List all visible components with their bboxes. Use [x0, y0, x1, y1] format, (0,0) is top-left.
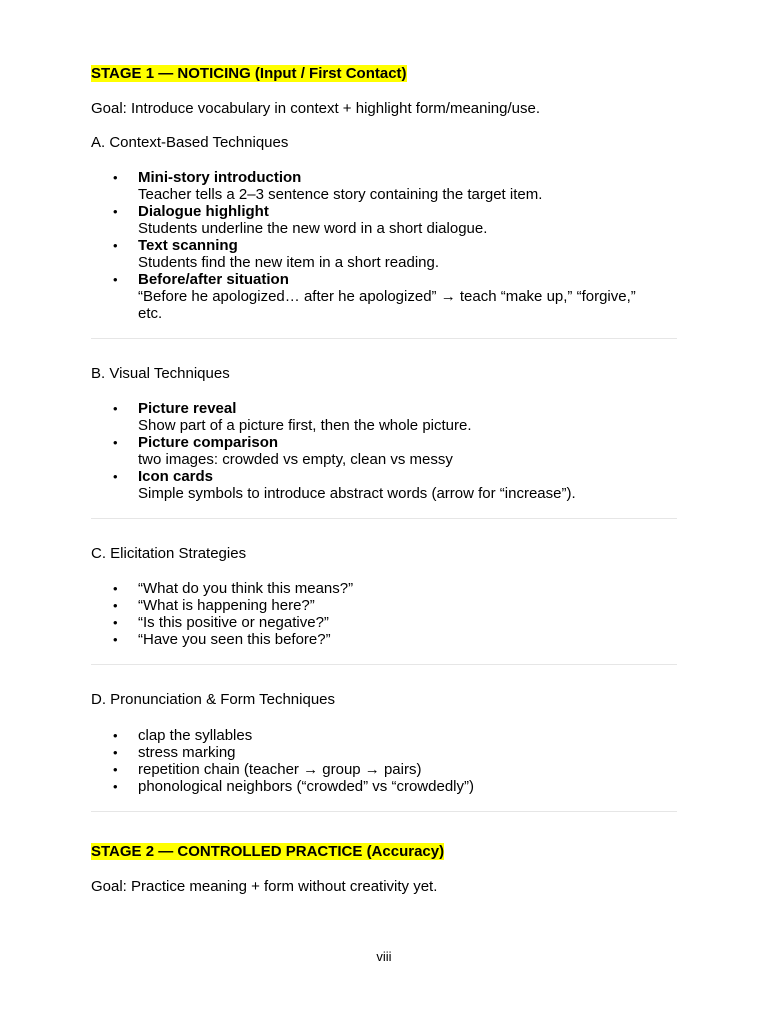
stage-1-heading-text: STAGE 1 — NOTICING (Input / First Contact) [91, 65, 407, 82]
bullet-icon: • [113, 435, 118, 450]
bullet-icon: • [113, 728, 118, 743]
section-divider [91, 664, 677, 665]
item-description: Simple symbols to introduce abstract words (arrow for “increase”). [138, 485, 576, 502]
item-term: Mini-story introduction [138, 169, 302, 186]
item-term: Picture reveal [138, 400, 237, 417]
section-d-list [91, 727, 677, 795]
bullet-icon: • [113, 745, 118, 760]
bullet-icon: • [113, 469, 118, 484]
section-b-heading: B. Visual Techniques [91, 365, 230, 382]
bullet-icon: • [113, 615, 118, 630]
bullet-icon: • [113, 238, 118, 253]
bullet-icon: • [113, 632, 118, 647]
list-item [91, 271, 677, 322]
list-item [91, 727, 677, 744]
section-divider [91, 518, 677, 519]
item-term: Before/after situation [138, 271, 289, 288]
section-divider [91, 811, 677, 812]
item-term: Text scanning [138, 237, 238, 254]
item-text: stress marking [138, 744, 236, 761]
bullet-icon: • [113, 272, 118, 287]
bullet-icon: • [113, 581, 118, 596]
item-text: “Have you seen this before?” [138, 631, 331, 648]
list-item [91, 597, 677, 614]
item-description: Students underline the new word in a short dialogue. [138, 220, 488, 237]
item-term: Dialogue highlight [138, 203, 269, 220]
section-d-heading: D. Pronunciation & Form Techniques [91, 691, 336, 708]
list-item [91, 778, 677, 795]
item-text: clap the syllables [138, 727, 253, 744]
item-description: “Before he apologized… after he apologized” → teach “make up,” “forgive,” etc. [138, 288, 636, 322]
list-item [91, 434, 677, 468]
stage-1-goal: Goal: Introduce vocabulary in context + highlight form/meaning/use. [91, 100, 541, 117]
stage-2-heading [91, 843, 444, 860]
item-text: “Is this positive or negative?” [138, 614, 329, 631]
item-text: “What do you think this means?” [138, 580, 354, 597]
bullet-icon: • [113, 401, 118, 416]
list-item [91, 631, 677, 648]
section-c-list [91, 580, 677, 648]
section-a-list [91, 169, 677, 322]
item-description: Students find the new item in a short reading. [138, 254, 440, 271]
list-item [91, 169, 677, 203]
item-description: Show part of a picture first, then the whole picture. [138, 417, 472, 434]
bullet-icon: • [113, 762, 118, 777]
stage-2-heading-text: STAGE 2 — CONTROLLED PRACTICE (Accuracy) [91, 843, 445, 860]
item-text: repetition chain (teacher → group → pairs) [138, 761, 422, 778]
stage-1-heading [91, 65, 407, 82]
list-item [91, 744, 677, 761]
section-b-list [91, 400, 677, 502]
bullet-icon: • [113, 170, 118, 185]
section-c-heading: C. Elicitation Strategies [91, 545, 247, 562]
list-item [91, 203, 677, 237]
item-term: Picture comparison [138, 434, 279, 451]
item-description: two images: crowded vs empty, clean vs messy [138, 451, 453, 468]
list-item [91, 237, 677, 271]
list-item [91, 614, 677, 631]
item-description: Teacher tells a 2–3 sentence story containing the target item. [138, 186, 543, 203]
list-item [91, 400, 677, 434]
list-item [91, 468, 677, 502]
section-divider [91, 338, 677, 339]
section-a-heading: A. Context-Based Techniques [91, 134, 289, 151]
stage-2-goal: Goal: Practice meaning + form without creativity yet. [91, 878, 438, 895]
item-term: Icon cards [138, 468, 214, 485]
bullet-icon: • [113, 779, 118, 794]
bullet-icon: • [113, 598, 118, 613]
list-item [91, 580, 677, 597]
page-number: viii [376, 949, 392, 964]
list-item [91, 761, 677, 778]
bullet-icon: • [113, 204, 118, 219]
item-text: “What is happening here?” [138, 597, 315, 614]
item-text: phonological neighbors (“crowded” vs “crowdedly”) [138, 778, 474, 795]
